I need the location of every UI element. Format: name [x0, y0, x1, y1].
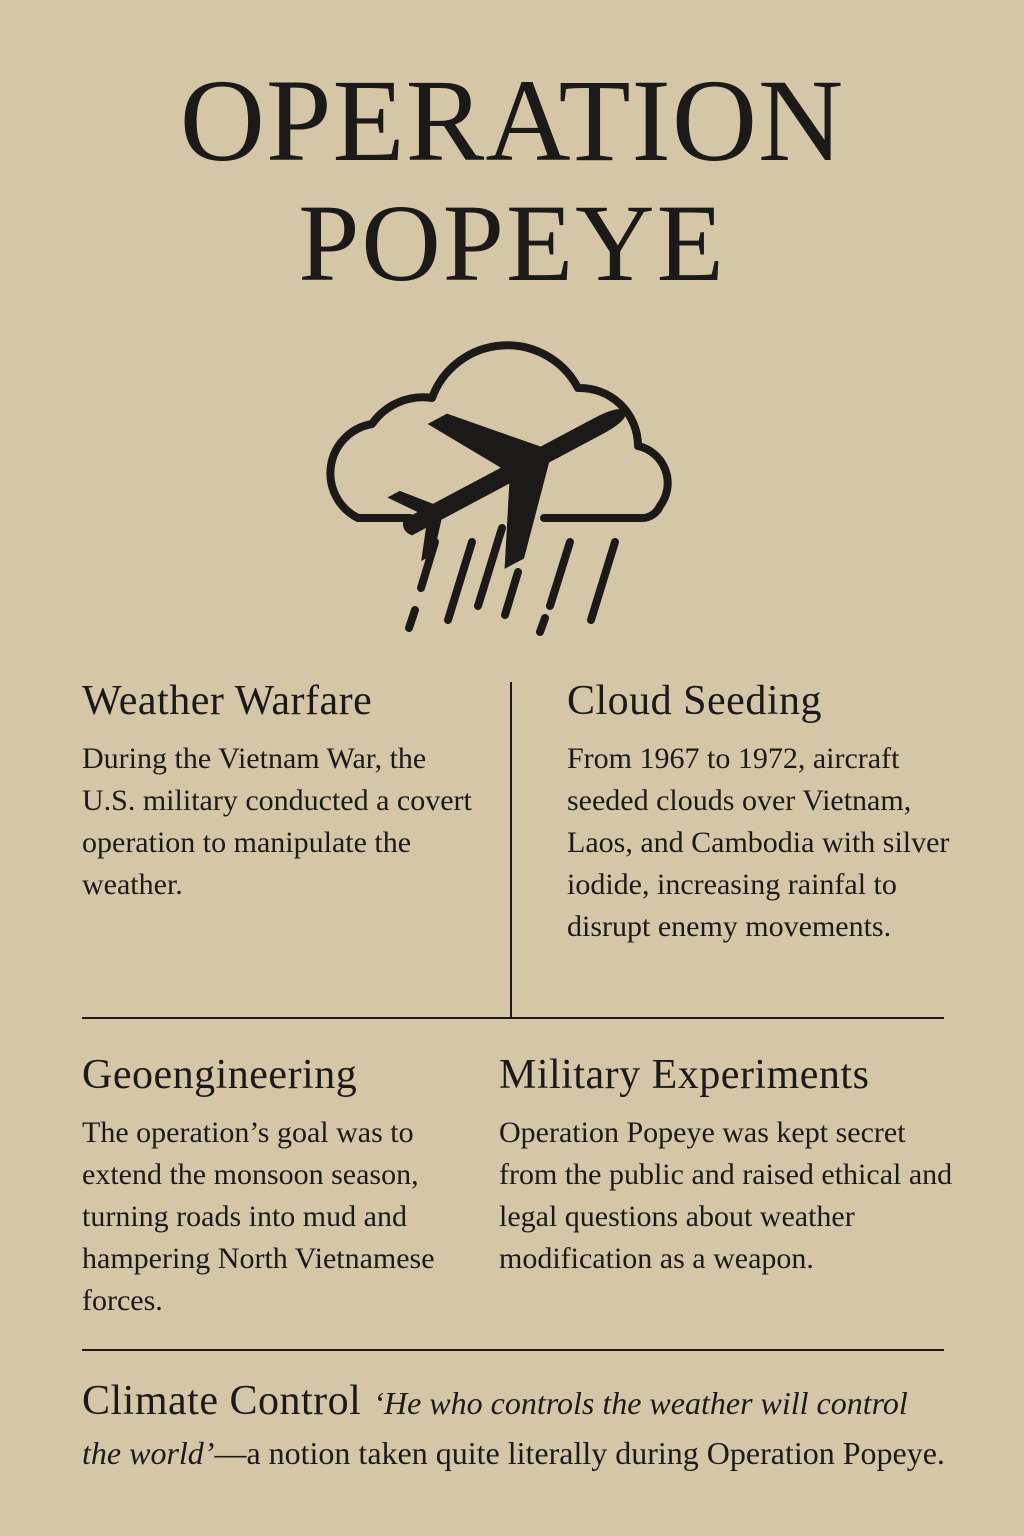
section-heading: Geoengineering — [82, 1052, 358, 1098]
section-heading: Military Experiments — [499, 1052, 870, 1098]
section-body: The operation’s goal was to extend the monsoon season, turning roads into mud and hampering North Vietnamese forces. — [82, 1116, 435, 1318]
page-title-line-2: POPEYE — [298, 182, 726, 304]
section-military-experiments — [499, 1052, 959, 1280]
closing-quote: ‘He who controls the weather will control the world’ — [82, 1385, 908, 1471]
section-weather-warfare — [82, 678, 482, 906]
airplane-icon — [366, 340, 664, 602]
closing-tail: —a notion taken quite literally during Operation Popeye. — [214, 1435, 945, 1471]
closing-paragraph — [82, 1376, 952, 1478]
cloud-icon — [330, 345, 667, 518]
cloud-airplane-rain-icon — [300, 320, 720, 650]
closing-heading: Climate Control — [82, 1378, 362, 1424]
section-cloud-seeding — [567, 678, 977, 948]
section-geoengineering — [82, 1052, 477, 1322]
section-body: Operation Popeye was kept secret from the public and raised ethical and legal questions about weather modification as a weapon. — [499, 1116, 953, 1276]
horizontal-divider — [82, 1349, 944, 1351]
horizontal-divider — [82, 1017, 944, 1019]
section-heading: Cloud Seeding — [567, 678, 822, 724]
vertical-divider — [510, 682, 512, 1018]
section-body: From 1967 to 1972, aircraft seeded clouds over Vietnam, Laos, and Cambodia with silver iodide, increasing rainfal to disrupt enemy movements. — [567, 742, 950, 944]
section-body: During the Vietnam War, the U.S. military conducted a covert operation to manipulate the weather. — [82, 742, 472, 902]
section-heading: Weather Warfare — [82, 678, 373, 724]
page-title-line-1: OPERATION — [179, 55, 845, 186]
